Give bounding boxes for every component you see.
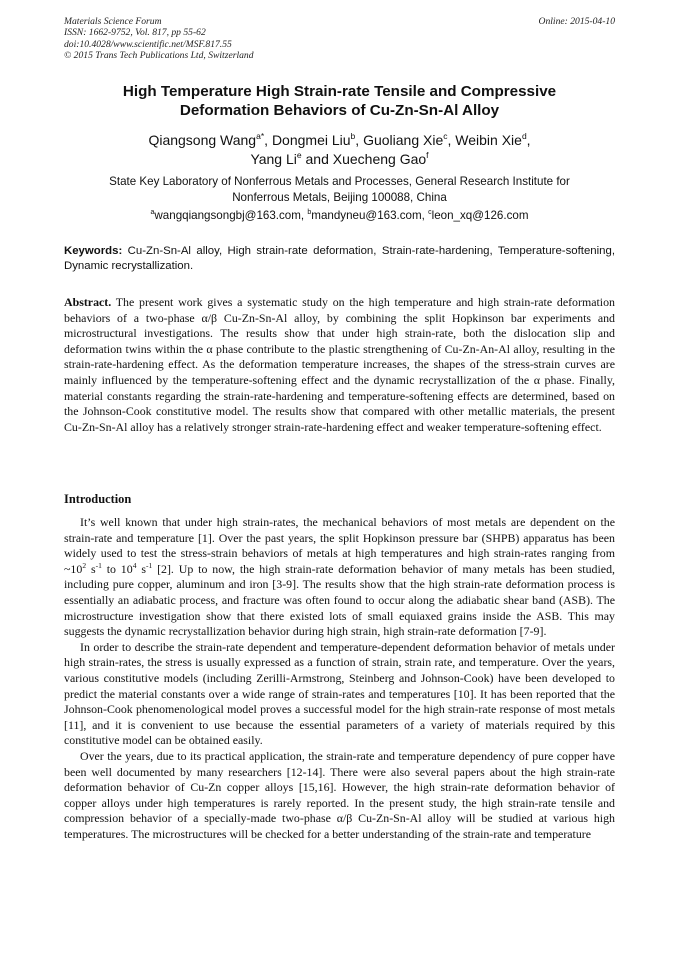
doi-line: doi:10.4028/www.scientific.net/MSF.817.55	[64, 38, 232, 50]
author-name: Yang Li	[250, 151, 297, 167]
author-affil-mark: e	[296, 150, 302, 160]
author-name: Dongmei Liu	[271, 132, 351, 148]
intro-paragraph-3: Over the years, due to its practical application, the strain-rate and temperature dependency of pure copper have been well documented by many researchers [12-14]. There were also several papers about the high strain-rate deformation behavior of Cu-Zn copper alloys [15,16]. However, the high strain-rate deformation behavior of copper alloys under high temperatures is rarely reported. In the present study, the high strain-rate tensile and compression behavior of a specially-made two-phase α/β Cu-Zn-Sn-Al alloy will be studied at various high temperatures. The microstructures will be checked for a better understanding of the strain-rate and temperature	[64, 748, 615, 841]
email-link[interactable]: leon_xq@126.com	[431, 209, 529, 222]
paragraph-text: It’s well known that under high strain-rates, the mechanical behaviors of most metals are dependent on the strain-rate and temperature [1]. Over the past years, the split Hopkinson pressure bar (SHPB) apparatus has been widely used to test the stress-strain behaviors of metals at high temperatures and high strain-rates ranging from ~10	[64, 515, 615, 576]
online-date: Online: 2015-04-10	[538, 16, 615, 27]
email-mark: b	[307, 209, 312, 216]
superscript: 4	[132, 560, 137, 570]
author-list	[64, 131, 615, 169]
abstract-label: Abstract.	[64, 295, 112, 309]
keywords	[64, 244, 615, 274]
author-name: Xuecheng Gao	[332, 151, 427, 167]
paper-title	[64, 82, 615, 120]
authors-line-2	[64, 150, 615, 169]
section-heading-introduction: Introduction	[64, 492, 132, 506]
title-line-2: Deformation Behaviors of Cu-Zn-Sn-Al Alloy	[179, 102, 500, 119]
keywords-label: Keywords:	[64, 245, 123, 257]
superscript: -1	[95, 560, 102, 570]
keywords-text: Cu-Zn-Sn-Al alloy, High strain-rate deformation, Strain-rate-hardening, Temperature-softening, Dynamic recrystallization.	[64, 245, 615, 272]
authors-line-1: Qiangsong Wang$^{a*}$, Dongmei Liu$^b$, Guoliang Xie$^c$, Weibin Xie$^d$,	[148, 131, 531, 148]
copyright-line: © 2015 Trans Tech Publications Ltd, Switzerland	[64, 50, 254, 62]
journal-name: Materials Science Forum	[64, 16, 162, 27]
author-affil-mark: c	[443, 131, 448, 141]
author-name: Guoliang Xie	[363, 132, 444, 148]
author-affil-mark: d	[521, 131, 527, 141]
title-line-1: High Temperature High Strain-rate Tensile and Compressive	[122, 83, 557, 100]
author-affil-mark: b	[350, 131, 356, 141]
author-name: Qiangsong Wang	[148, 132, 257, 148]
superscript: -1	[145, 560, 153, 570]
email-link[interactable]: wangqiangsongbj@163.com,	[154, 209, 305, 222]
introduction-body	[64, 515, 615, 842]
abstract	[64, 295, 615, 435]
affiliation-line-2: Nonferrous Metals, Beijing 100088, China	[232, 190, 447, 204]
email-mark: a	[150, 209, 155, 216]
abstract-text: The present work gives a systematic study on the high temperature and high strain-rate deformation behaviors of a two-phase α/β Cu-Zn-Sn-Al alloy, by combining the split Hopkinson bar experiments and microstructural investigations. The results show that under high strain-rate, both the dislocation slip and deformation twins within the α phase contribute to the plastic strengthening of Cu-Zn-An-Al alloy, resulting in the strain-rate-hardening effect. As the deformation temperature increases, the shapes of the stress-strain curves are mainly influenced by the temperature-softening effect and the dynamic recrystallization of the α phase. Finally, material constants regarding the strain-rate-hardening and temperature-softening effects are determined, based on the Johnson-Cook constitutive model. The results show that compared with other metallic materials, the present Cu-Zn-Sn-Al alloy has a relatively stronger strain-rate-hardening effect and weaker temperature-softening effect.	[64, 295, 615, 434]
issn-line: ISSN: 1662-9752, Vol. 817, pp 55-62	[64, 27, 206, 39]
paragraph-text: s	[86, 561, 96, 576]
author-name: Weibin Xie	[455, 132, 522, 148]
paragraph-text: s	[136, 561, 146, 576]
email-list	[64, 208, 615, 223]
intro-paragraph-1	[64, 515, 615, 640]
intro-paragraph-2: In order to describe the strain-rate dependent and temperature-dependent deformation behavior of metals under high strain-rates, the stress is usually expressed as a function of strain, strain rate, and temperature. Over the years, various constitutive models (including Zerilli-Armstrong, Steinberg and Johnson-Cook) have been developed to predict the material constants over a wide range of strain-rates and temperatures [10]. It has been reported that the Johnson-Cook phenomenological model proves a successful model for the high strain-rate response of most metals [11], and it is convenient to use because the essential parameters of a variety of materials required by this constitutive model can be obtained easily.	[64, 639, 615, 748]
paragraph-text: to 10	[101, 561, 133, 576]
author-affil-mark: a*	[256, 131, 265, 141]
author-affil-mark: f	[426, 150, 429, 160]
author-conjunction: and	[305, 151, 329, 167]
affiliation-line-1: State Key Laboratory of Nonferrous Metals and Processes, General Research Institute for	[109, 175, 570, 188]
email-link[interactable]: mandyneu@163.com,	[311, 209, 425, 222]
affiliation	[64, 174, 615, 205]
paragraph-text: [2]. Up to now, the high strain-rate deformation behavior of many metals has been studied, including pure copper, aluminum and iron [3-9]. The results show that the high strain-rate deformation process is essentially an adiabatic process, and fracture was often found to occur along the adiabatic shear band (ASB). The microstructure investigation show that there existed lots of small equiaxed grains inside the ASB. This may suggests the dynamic recrystallization behavior during high strain, high strain-rate deformation [7-9].	[64, 561, 615, 639]
email-mark: c	[428, 209, 432, 216]
superscript: 2	[82, 560, 87, 570]
journal-meta	[64, 16, 254, 62]
